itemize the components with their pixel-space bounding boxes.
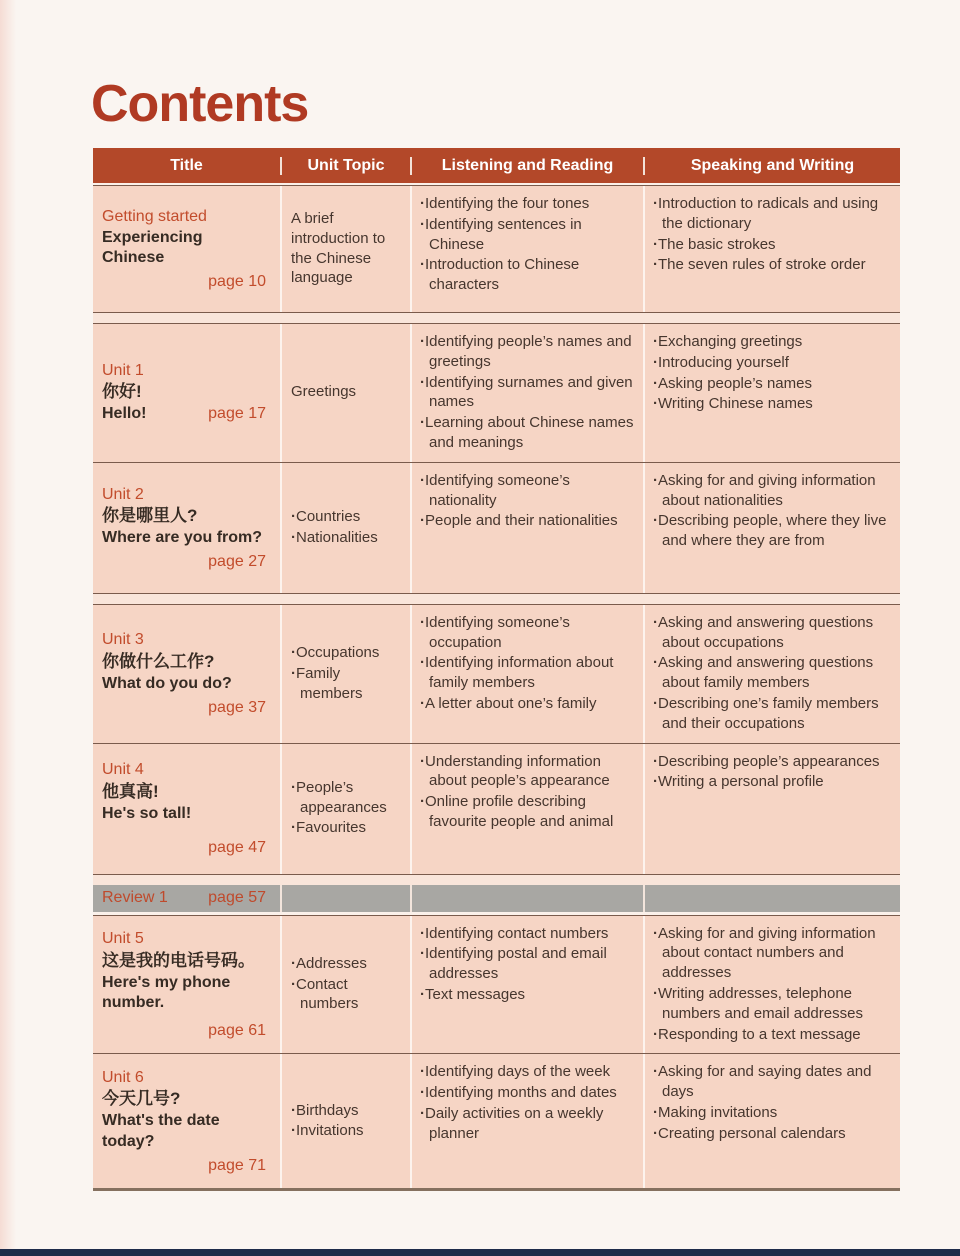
topic-item: · Occupations	[291, 643, 406, 663]
listening-cell	[410, 605, 643, 743]
topic-item: · Favourites	[291, 818, 406, 838]
table-row	[93, 1053, 900, 1188]
unit-label: Unit 5	[102, 929, 144, 947]
table-row	[93, 743, 900, 874]
review-empty-cell	[643, 885, 900, 912]
listening-cell	[410, 916, 643, 1054]
title-cell	[93, 463, 280, 593]
bullet-item: · Identifying information about family members	[420, 653, 635, 693]
topic-item: · Contact numbers	[291, 975, 406, 1015]
chinese-title: 你做什么工作?	[102, 652, 215, 672]
chinese-title: 今天几号?	[102, 1089, 181, 1109]
topic-cell	[280, 605, 410, 743]
table-row	[93, 324, 900, 462]
bullet-item: · Exchanging greetings	[653, 332, 892, 352]
bullet-item: · The seven rules of stroke order	[653, 255, 892, 275]
speaking-cell	[643, 186, 900, 312]
topic-item: · Invitations	[291, 1121, 406, 1141]
bullet-item: · Learning about Chinese names and meanings	[420, 413, 635, 453]
bullet-item: · Identifying the four tones	[420, 194, 635, 214]
bullet-item: · Asking and answering questions about family members	[653, 653, 892, 693]
bullet-item: · People and their nationalities	[420, 511, 635, 531]
topic-item: A brief introduction to the Chinese language	[291, 209, 386, 287]
chinese-title: 他真高!	[102, 782, 159, 802]
topic-cell	[280, 463, 410, 593]
header-title: Title	[170, 156, 203, 174]
chinese-title: 你好!	[102, 382, 142, 402]
unit-label: Getting started	[102, 207, 207, 225]
bullet-item: · A letter about one’s family	[420, 694, 635, 714]
english-title: Where are you from?	[102, 529, 263, 547]
review-label: Review 1	[102, 889, 168, 907]
topic-item: · Birthdays	[291, 1101, 406, 1121]
speaking-cell	[643, 463, 900, 593]
english-title: Experiencing Chinese	[102, 228, 203, 267]
group-gap	[93, 594, 900, 604]
bullet-item: · Responding to a text message	[653, 1025, 892, 1045]
listening-cell	[410, 324, 643, 462]
bullet-item: · Describing people’s appearances	[653, 752, 892, 772]
title-cell	[93, 186, 280, 312]
bullet-item: · Introduction to radicals and using the dictionary	[653, 194, 892, 234]
page-number: page 10	[208, 273, 266, 291]
topic-item: Greetings	[291, 383, 357, 401]
bullet-item: · Asking for and saying dates and days	[653, 1062, 892, 1102]
bullet-item: · Describing one’s family members and their occupations	[653, 694, 892, 734]
bullet-item: · Identifying someone’s nationality	[420, 471, 635, 511]
bullet-item: · The basic strokes	[653, 235, 892, 255]
topic-cell	[280, 916, 410, 1054]
chinese-title: 这是我的电话号码。	[102, 950, 255, 970]
english-title: What's the date today?	[102, 1112, 220, 1151]
title-cell	[93, 1054, 280, 1188]
bullet-item: · Making invitations	[653, 1103, 892, 1123]
bullet-item: · Identifying contact numbers	[420, 924, 635, 944]
listening-cell	[410, 186, 643, 312]
bullet-item: · Text messages	[420, 985, 635, 1005]
unit-label: Unit 3	[102, 631, 144, 649]
speaking-cell	[643, 916, 900, 1054]
group-gap	[93, 875, 900, 885]
bullet-item: · Online profile describing favourite people and animal	[420, 792, 635, 832]
title-cell	[93, 605, 280, 743]
bullet-item: · Introducing yourself	[653, 353, 892, 373]
unit-label: Unit 6	[102, 1068, 144, 1086]
bullet-item: · Asking people’s names	[653, 374, 892, 394]
row-group-getting-started	[93, 185, 900, 313]
row-group-units-3-4	[93, 604, 900, 875]
bullet-item: · Creating personal calendars	[653, 1124, 892, 1144]
row-group-units-1-2	[93, 323, 900, 594]
bullet-item: · Identifying surnames and given names	[420, 373, 635, 413]
bullet-item: · Identifying postal and email addresses	[420, 944, 635, 984]
chinese-title: 你是哪里人?	[102, 506, 198, 526]
title-cell	[93, 916, 280, 1054]
header-listening-reading: Listening and Reading	[410, 157, 643, 175]
page-number: page 27	[208, 553, 266, 571]
bullet-item: · Writing a personal profile	[653, 772, 892, 792]
review-empty-cell	[280, 885, 410, 912]
table-header-row	[93, 148, 900, 185]
table-row	[93, 462, 900, 593]
page-number: page 37	[208, 698, 266, 716]
speaking-cell	[643, 605, 900, 743]
title-cell	[93, 744, 280, 874]
header-unit-topic: Unit Topic	[280, 157, 410, 175]
bullet-item: · Daily activities on a weekly planner	[420, 1104, 635, 1144]
bullet-item: · Identifying people’s names and greetings	[420, 332, 635, 372]
unit-label: Unit 1	[102, 361, 144, 379]
review-row	[93, 885, 900, 912]
unit-label: Unit 2	[102, 485, 144, 503]
listening-cell	[410, 463, 643, 593]
speaking-cell	[643, 744, 900, 874]
english-title: He's so tall!	[102, 805, 192, 823]
english-title: What do you do?	[102, 675, 232, 693]
page-left-edge	[0, 0, 16, 1256]
bottom-navy-strip	[0, 1249, 960, 1256]
unit-label: Unit 4	[102, 761, 144, 779]
bullet-item: · Asking for and giving information about nationalities	[653, 471, 892, 511]
bullet-item: · Identifying sentences in Chinese	[420, 215, 635, 255]
bullet-item: · Identifying someone’s occupation	[420, 613, 635, 653]
bullet-item: · Writing Chinese names	[653, 394, 892, 414]
page-number: page 71	[208, 1157, 266, 1174]
bullet-item: · Asking for and giving information about contact numbers and addresses	[653, 924, 892, 983]
review-page-number: page 57	[208, 889, 266, 907]
row-group-units-5-6	[93, 915, 900, 1192]
bullet-item: · Identifying days of the week	[420, 1062, 635, 1082]
table-row	[93, 605, 900, 743]
topic-item: · Addresses	[291, 954, 406, 974]
topic-cell	[280, 1054, 410, 1188]
topic-item: · People’s appearances	[291, 778, 406, 818]
topic-item: · Family members	[291, 664, 406, 704]
listening-cell	[410, 744, 643, 874]
bullet-item: · Describing people, where they live and where they are from	[653, 511, 892, 551]
english-title: Hello!	[102, 405, 147, 423]
speaking-cell	[643, 1054, 900, 1188]
page-number: page 17	[208, 405, 266, 423]
group-gap	[93, 313, 900, 323]
topic-item: · Countries	[291, 507, 406, 527]
topic-cell	[280, 324, 410, 462]
bullet-item: · Introduction to Chinese characters	[420, 255, 635, 295]
review-title-cell	[93, 885, 280, 912]
page-number: page 61	[208, 1022, 266, 1040]
table-row	[93, 186, 900, 312]
table-row	[93, 916, 900, 1054]
bullet-item: · Writing addresses, telephone numbers and email addresses	[653, 984, 892, 1024]
topic-cell	[280, 186, 410, 312]
topic-item: · Nationalities	[291, 528, 406, 548]
page-number: page 47	[208, 838, 266, 856]
bullet-item: · Asking and answering questions about occupations	[653, 613, 892, 653]
page-title: Contents	[91, 75, 309, 133]
english-title: Here's my phone number.	[102, 973, 231, 1012]
title-cell	[93, 324, 280, 462]
speaking-cell	[643, 324, 900, 462]
contents-table	[93, 148, 900, 1191]
header-speaking-writing: Speaking and Writing	[643, 157, 900, 175]
bullet-item: · Identifying months and dates	[420, 1083, 635, 1103]
listening-cell	[410, 1054, 643, 1188]
bullet-item: · Understanding information about people’s appearance	[420, 752, 635, 792]
review-empty-cell	[410, 885, 643, 912]
topic-cell	[280, 744, 410, 874]
